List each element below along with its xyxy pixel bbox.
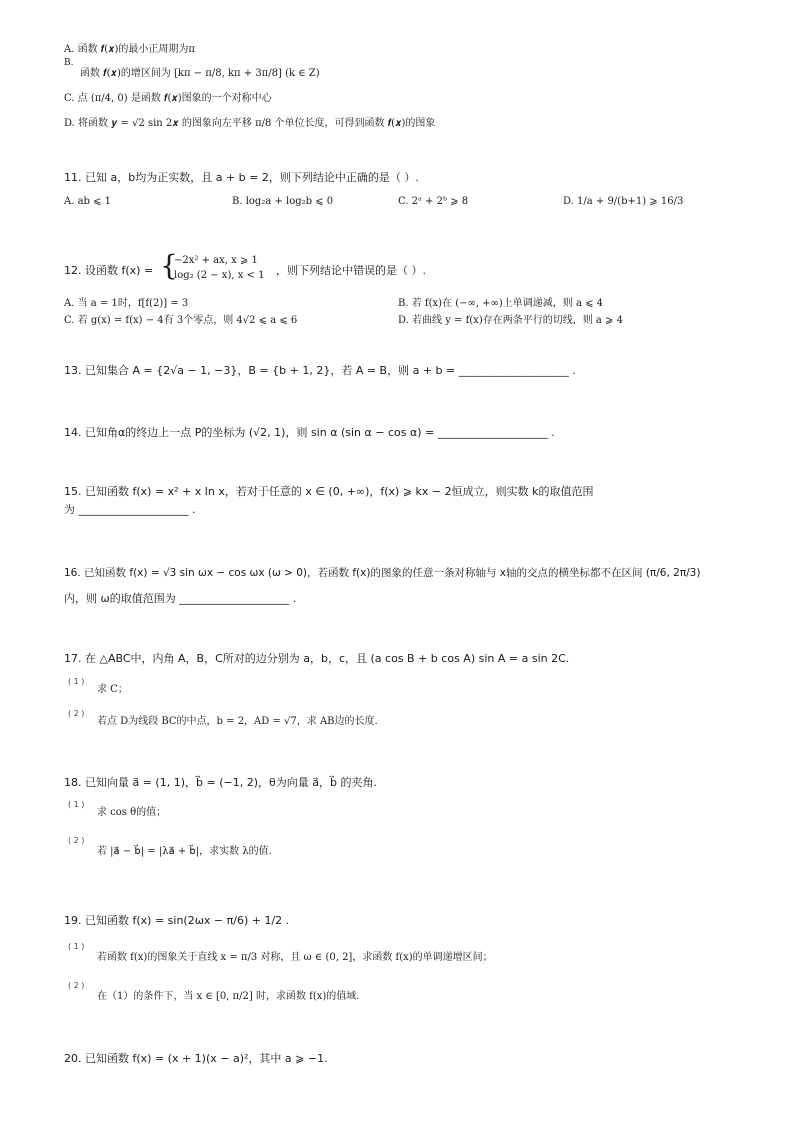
- q11-option-b: B. log₂a + log₂b ⩽ 0: [232, 196, 334, 207]
- q20-stem: 20. 已知函数 f(x) = (x + 1)(x − a)²，其中 a ⩾ −1.: [64, 1052, 328, 1065]
- q19-part2: 在（1）的条件下，当 x ∈ [0, π/2] 时，求函数 f(x)的值域.: [97, 991, 360, 1002]
- q18-part2-number: ( 2 ): [68, 836, 85, 845]
- q12-stem-pre: 12. 设函数 f(x) =: [64, 264, 154, 277]
- q12-option-b: B. 若 f(x)在 (−∞, +∞)上单调递减，则 a ⩽ 4: [398, 298, 604, 309]
- q18-part1-number: ( 1 ): [68, 800, 85, 809]
- q12-option-d: D. 若曲线 y = f(x)存在两条平行的切线，则 a ⩾ 4: [398, 315, 623, 326]
- q14-stem: 14. 已知角α的终边上一点 P的坐标为 (√2, 1)，则 sin α (sin α − cos α) = ____________________ .: [64, 426, 555, 439]
- q12-piece-2: log₂ (2 − x), x < 1: [174, 270, 265, 281]
- q11-option-c: C. 2ᵃ + 2ᵇ ⩾ 8: [398, 196, 469, 207]
- q18-stem: 18. 已知向量 a⃗ = (1, 1)，b⃗ = (−1, 2)，θ为向量 a⃗，b⃗ 的夹角.: [64, 776, 377, 789]
- q15-stem-line2: 为 ____________________ .: [64, 503, 196, 516]
- q12-brace: {: [160, 249, 178, 282]
- q11-option-a: A. ab ⩽ 1: [64, 196, 112, 207]
- q19-part1: 若函数 f(x)的图象关于直线 x = π/3 对称，且 ω ∈ (0, 2]，求函数 f(x)的单调递增区间；: [97, 952, 493, 963]
- q12-option-a: A. 当 a = 1时，f[f(2)] = 3: [64, 298, 189, 309]
- q16-stem-line2: 内，则 ω的取值范围为 ____________________ .: [64, 592, 297, 605]
- q17-stem: 17. 在 △ABC中，内角 A，B，C所对的边分别为 a，b，c，且 (a cos B + b cos A) sin A = a sin 2C.: [64, 652, 570, 665]
- q10-option-a: A. 函数 𝒇(𝒙)的最小正周期为π: [64, 44, 195, 55]
- q11-option-d: D. 1/a + 9/(b+1) ⩾ 16/3: [563, 196, 684, 207]
- q10-option-b: 函数 𝒇(𝒙)的增区间为 [kπ − π/8, kπ + 3π/8] (k ∈ Z): [80, 68, 320, 79]
- q19-stem: 19. 已知函数 f(x) = sin(2ωx − π/6) + 1/2 .: [64, 914, 290, 927]
- q16-stem-line1: 16. 已知函数 f(x) = √3 sin ωx − cos ωx (ω > 0)，若函数 f(x)的图象的任意一条对称轴与 x轴的交点的横坐标都不在区间 (π/6, 2π/3): [64, 567, 701, 579]
- q11-stem: 11. 已知 a，b均为正实数，且 a + b = 2，则下列结论中正确的是（ ）.: [64, 171, 419, 184]
- q12-option-c: C. 若 g(x) = f(x) − 4有 3个零点，则 4√2 ⩽ a ⩽ 6: [64, 315, 298, 326]
- q19-part2-number: ( 2 ): [68, 981, 85, 990]
- q10-option-d: D. 将函数 𝒚 = √2 sin 2𝒙 的图象向左平移 π/8 个单位长度，可得到函数 𝒇(𝒙)的图象: [64, 118, 436, 129]
- q17-part1: 求 C；: [97, 684, 128, 695]
- q12-stem-post: ，则下列结论中错误的是（ ）.: [276, 264, 426, 277]
- q18-part1: 求 cos θ的值；: [97, 807, 167, 818]
- q17-part1-number: ( 1 ): [68, 677, 85, 686]
- q10-option-c: C. 点 (π/4, 0) 是函数 𝒇(𝒙)图象的一个对称中心: [64, 93, 272, 104]
- q17-part2: 若点 D为线段 BC的中点，b = 2，AD = √7，求 AB边的长度.: [97, 716, 378, 727]
- q13-stem: 13. 已知集合 A = {2√a − 1, −3}，B = {b + 1, 2}，若 A = B，则 a + b = ____________________ .: [64, 364, 576, 377]
- q15-stem-line1: 15. 已知函数 f(x) = x² + x ln x，若对于任意的 x ∈ (0, +∞)，f(x) ⩾ kx − 2恒成立，则实数 k的取值范围: [64, 485, 594, 498]
- q12-piece-1: −2x² + ax, x ⩾ 1: [174, 255, 258, 266]
- q17-part2-number: ( 2 ): [68, 709, 85, 718]
- q19-part1-number: ( 1 ): [68, 942, 85, 951]
- q10-option-b-letter: B.: [64, 58, 74, 68]
- q18-part2: 若 |a⃗ − b⃗| = |λa⃗ + b⃗|，求实数 λ的值.: [97, 846, 272, 857]
